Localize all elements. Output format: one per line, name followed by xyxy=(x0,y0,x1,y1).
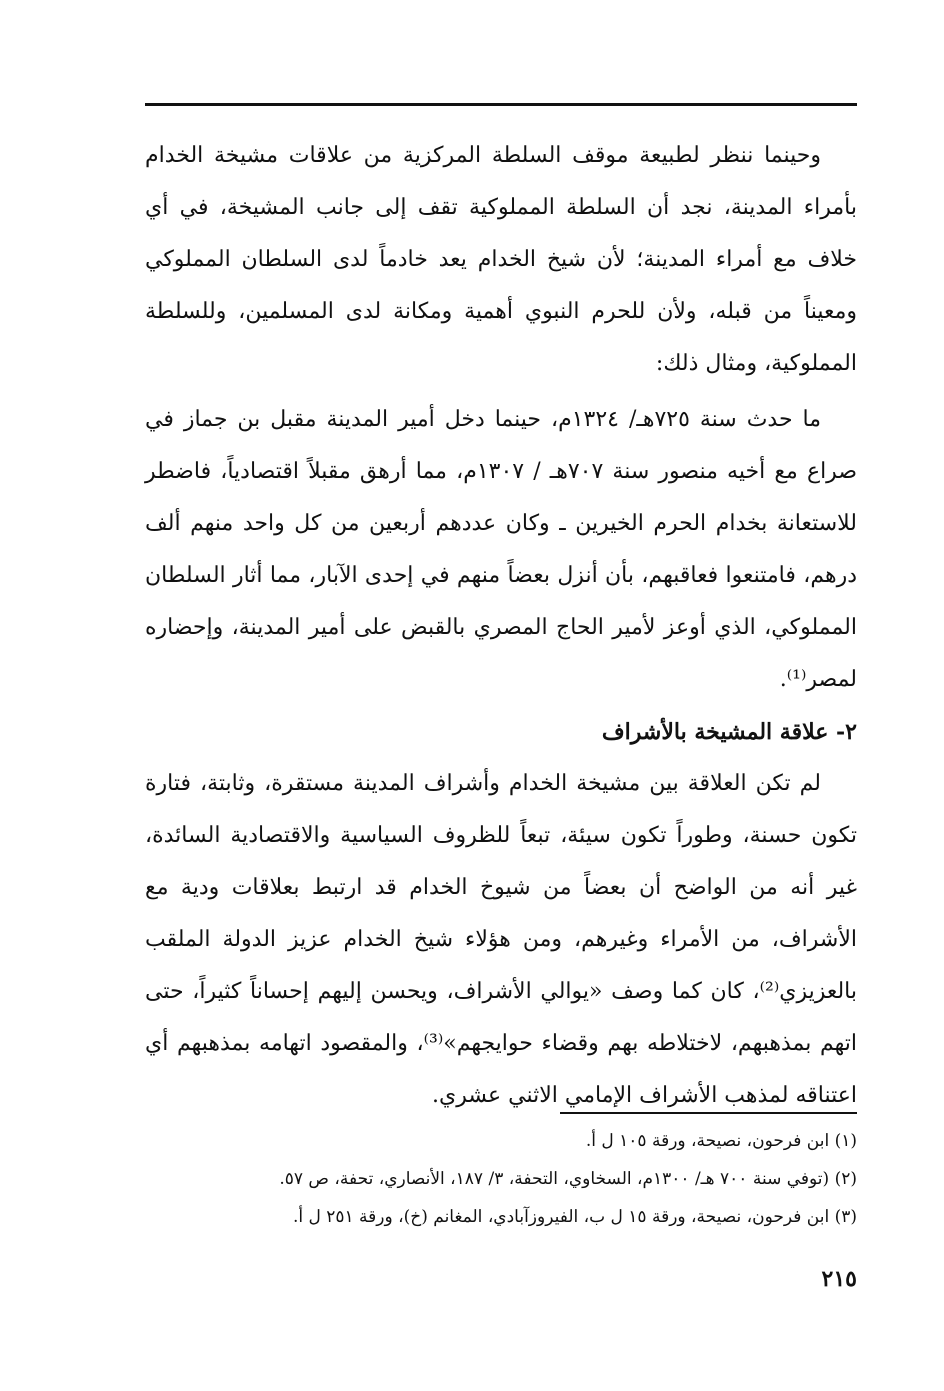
main-text xyxy=(145,130,857,1122)
page-number: ٢١٥ xyxy=(821,1266,857,1292)
header-rule xyxy=(145,103,857,106)
footnotes xyxy=(145,1122,857,1236)
footnote-3: (٣) ابن فرحون، نصيحة، ورقة ١٥ ل ب، الفيروزآبادي، المغانم (خ)، ورقة ٢٥١ ل أ. xyxy=(292,1207,857,1227)
section-heading: ٢- علاقة المشيخة بالأشراف xyxy=(601,719,857,745)
footnote-1: (١) ابن فرحون، نصيحة، ورقة ١٠٥ ل أ. xyxy=(585,1131,857,1151)
footnote-rule xyxy=(560,1112,857,1114)
footnote-2: (٢) (توفي سنة ٧٠٠ هـ/ ١٣٠٠م، السخاوي، التحفة، ٣/ ١٨٧، الأنصاري، تحفة، ص ٥٧. xyxy=(279,1169,857,1189)
paragraph-2: ما حدث سنة ٧٢٥هـ/ ١٣٢٤م، حينما دخل أمير المدينة مقبل بن جماز في صراع مع أخيه منصور سنة ٧٠٧هـ / ١٣٠٧م، مما أرهق مقبلاً اقتصادياً، فاضطر للاستعانة بخدام الحرم الخيرين ـ وكان عددهم أربعين من كل واحد منهم ألف درهم، فامتنعوا فعاقبهم، بأن أنزل بعضاً منهم في إحدى الآبار، مما أثار السلطان المملوكي، الذي أوعز لأمير الحاج المصري بالقبض على أمير المدينة، وإحضاره لمصر⁽¹⁾. xyxy=(145,407,857,692)
paragraph-1: وحينما ننظر لطبيعة موقف السلطة المركزية من علاقات مشيخة الخدام بأمراء المدينة، نجد أن السلطة المملوكية تقف إلى جانب المشيخة، في أي خلاف مع أمراء المدينة؛ لأن شيخ الخدام يعد خادماً لدى السلطان المملوكي ومعيناً من قبله، ولأن للحرم النبوي أهمية ومكانة لدى المسلمين، وللسلطة المملوكية، ومثال ذلك: xyxy=(145,143,857,376)
paragraph-3: لم تكن العلاقة بين مشيخة الخدام وأشراف المدينة مستقرة، وثابتة، فتارة تكون حسنة، وطوراً تكون سيئة، تبعاً للظروف السياسية والاقتصادية السائدة، غير أنه من الواضح أن بعضاً من شيوخ الخدام قد ارتبط بعلاقات ودية مع الأشراف، من الأمراء وغيرهم، ومن هؤلاء شيخ الخدام عزيز الدولة الملقب بالعزيزي⁽²⁾، كان كما وصف «يوالي الأشراف، ويحسن إليهم إحساناً كثيراً، حتى اتهم بمذهبهم، لاختلاطه بهم وقضاء حوايجهم»⁽³⁾، والمقصود اتهامه بمذهبهم أي اعتناقه لمذهب الأشراف الإمامي الاثني عشري. xyxy=(145,771,857,1108)
